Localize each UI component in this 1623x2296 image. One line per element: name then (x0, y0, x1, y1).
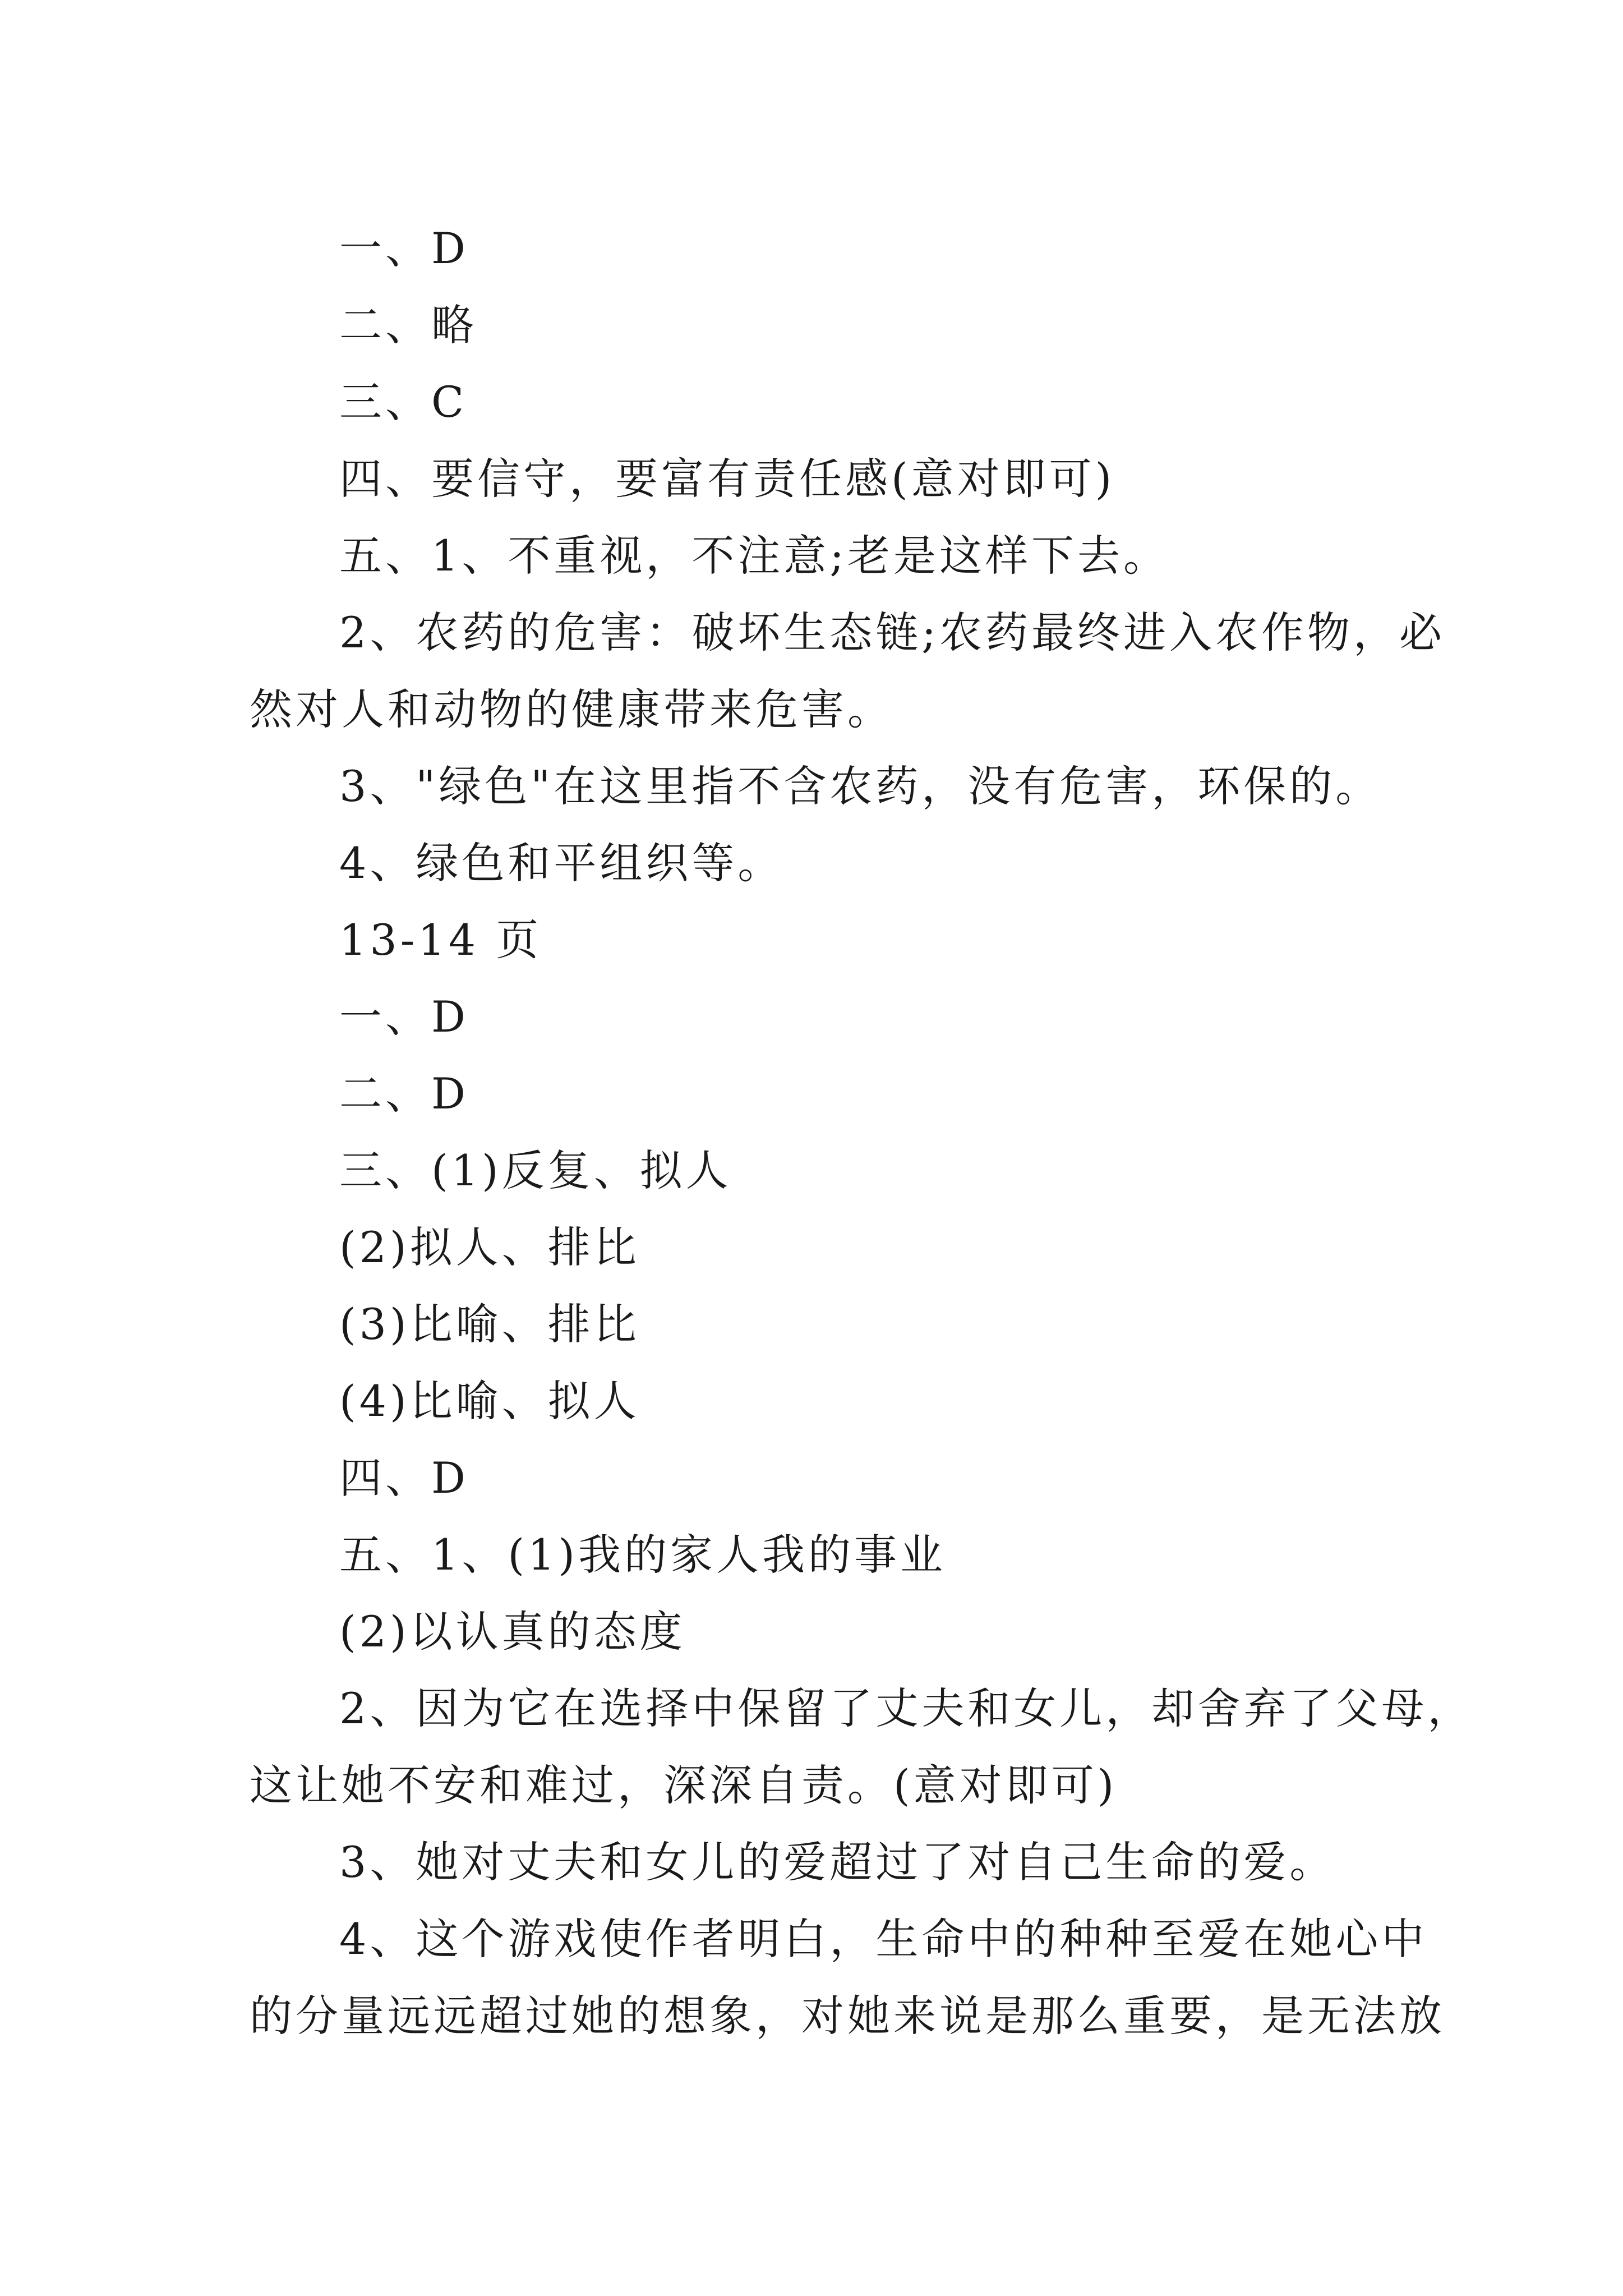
answer-line: 五、1、(1)我的家人我的事业 (339, 1530, 947, 1580)
answer-line: 三、C (339, 377, 468, 427)
answer-line: 二、略 (339, 300, 477, 350)
answer-line: 四、D (339, 1453, 469, 1503)
answer-line: (2)拟人、排比 (339, 1222, 640, 1272)
answer-line: 2、因为它在选择中保留了丈夫和女儿，却舍弃了父母， (339, 1683, 1474, 1733)
answer-line: 3、"绿色"在这里指不含农药，没有危害，环保的。 (339, 761, 1382, 811)
answer-line: (2)以认真的态度 (339, 1607, 686, 1657)
answer-line: 四、要信守，要富有责任感(意对即可) (339, 454, 1115, 504)
answer-line: 3、她对丈夫和女儿的爱超过了对自己生命的爱。 (339, 1837, 1336, 1887)
page-range-heading: 13-14 页 (339, 915, 542, 965)
answer-line: 五、1、不重视，不注意;老是这样下去。 (339, 531, 1169, 581)
answer-line: 三、(1)反复、拟人 (339, 1145, 732, 1195)
answer-text-block (250, 210, 1474, 2054)
answer-line: (4)比喻、拟人 (339, 1376, 640, 1426)
answer-line: 一、D (339, 223, 469, 273)
answer-line-continuation: 然对人和动物的健康带来危害。 (250, 684, 893, 734)
answer-line: 2、农药的危害：破坏生态链;农药最终进入农作物，必 (339, 608, 1445, 657)
answer-line: 4、这个游戏使作者明白，生命中的种种至爱在她心中 (339, 1914, 1428, 1964)
answer-line-continuation: 这让她不安和难过，深深自责。(意对即可) (250, 1760, 1118, 1810)
answer-line: 一、D (339, 992, 469, 1042)
answer-line-continuation: 的分量远远超过她的想象，对她来说是那么重要，是无法放 (250, 1991, 1445, 2041)
answer-line: 二、D (339, 1069, 469, 1119)
answer-line: 4、绿色和平组织等。 (339, 838, 784, 888)
answer-line: (3)比喻、排比 (339, 1299, 640, 1349)
